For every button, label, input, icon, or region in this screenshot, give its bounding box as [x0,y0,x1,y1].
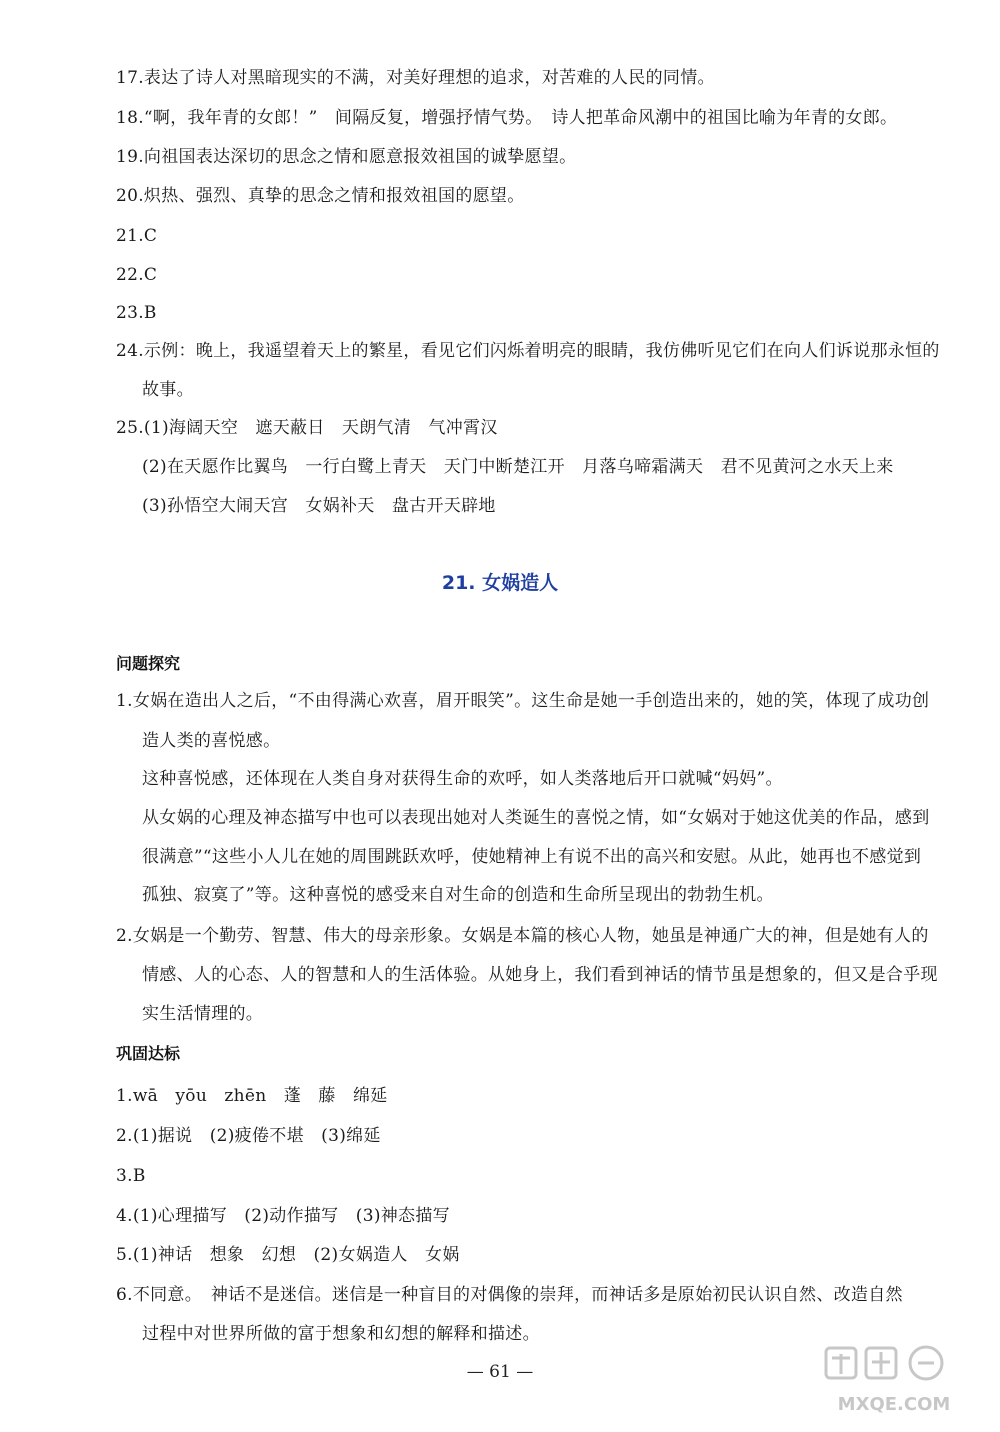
answer-24-cont: 故事。 [142,380,194,400]
answer-25-2: (2)在天愿作比翼鸟 一行白鹭上青天 天门中断楚江开 月落乌啼霜满天 君不见黄河之水天上来 [142,457,894,477]
practice-line: 4.(1)心理描写 (2)动作描写 (3)神态描写 [116,1206,450,1226]
answer-25-3: (3)孙悟空大闹天宫 女娲补天 盘古开天辟地 [142,496,496,516]
page-number: — 61 — [466,1362,534,1382]
inquiry-line: 很满意”“这些小人儿在她的周围跳跃欢呼，使她精神上有说不出的高兴和安慰。从此，她再也不感觉到 [142,847,922,867]
lesson-title: 21. 女娲造人 [441,572,559,594]
inquiry-line: 情感、人的心态、人的智慧和人的生活体验。从她身上，我们看到神话的情节虽是想象的，但又是合乎现 [142,965,938,985]
watermark-text: MXQE.COM [837,1394,951,1415]
answer-25-1: 25.(1)海阔天空 遮天蔽日 天朗气清 气冲霄汉 [116,418,498,438]
answer-22: 22.C [116,265,158,285]
answer-21: 21.C [116,226,158,246]
practice-line: 3.B [116,1166,146,1186]
practice-line: 6.不同意。 神话不是迷信。迷信是一种盲目的对偶像的崇拜，而神话多是原始初民认识自然、改造自然 [116,1285,903,1305]
practice-line: 1.wā yōu zhēn 蓬 藤 绵延 [116,1086,388,1106]
watermark-logo [814,1342,974,1422]
practice-line: 5.(1)神话 想象 幻想 (2)女娲造人 女娲 [116,1245,460,1265]
inquiry-line: 1.女娲在造出人之后，“不由得满心欢喜，眉开眼笑”。这生命是她一手创造出来的，她的笑，体现了成功创 [116,691,930,711]
inquiry-line: 这种喜悦感，还体现在人类自身对获得生命的欢呼，如人类落地后开口就喊“妈妈”。 [142,769,783,789]
answer-19: 19.向祖国表达深切的思念之情和愿意报效祖国的诚挚愿望。 [116,147,577,167]
section-heading-inquiry: 问题探究 [116,654,181,673]
inquiry-line: 孤独、寂寞了”等。这种喜悦的感受来自对生命的创造和生命所呈现出的勃勃生机。 [142,885,774,905]
practice-line: 2.(1)据说 (2)疲倦不堪 (3)绵延 [116,1126,381,1146]
inquiry-line: 实生活情理的。 [142,1004,264,1024]
section-heading-practice: 巩固达标 [116,1044,181,1063]
answer-24: 24.示例：晚上，我遥望着天上的繁星，看见它们闪烁着明亮的眼睛，我仿佛听见它们在向人们诉说那永恒的 [116,341,940,361]
inquiry-line: 造人类的喜悦感。 [142,731,281,751]
inquiry-line: 2.女娲是一个勤劳、智慧、伟大的母亲形象。女娲是本篇的核心人物，她虽是神通广大的神，但是她有人的 [116,926,929,946]
practice-line: 过程中对世界所做的富于想象和幻想的解释和描述。 [142,1324,540,1344]
answer-20: 20.炽热、强烈、真挚的思念之情和报效祖国的愿望。 [116,186,525,206]
inquiry-line: 从女娲的心理及神态描写中也可以表现出她对人类诞生的喜悦之情，如“女娲对于她这优美的作品，感到 [142,808,930,828]
answer-18: 18.“啊，我年青的女郎！” 间隔反复，增强抒情气势。 诗人把革命风潮中的祖国比喻为年青的女郎。 [116,108,898,128]
answer-17: 17.表达了诗人对黑暗现实的不满，对美好理想的追求，对苦难的人民的同情。 [116,68,715,88]
answer-23: 23.B [116,303,157,323]
